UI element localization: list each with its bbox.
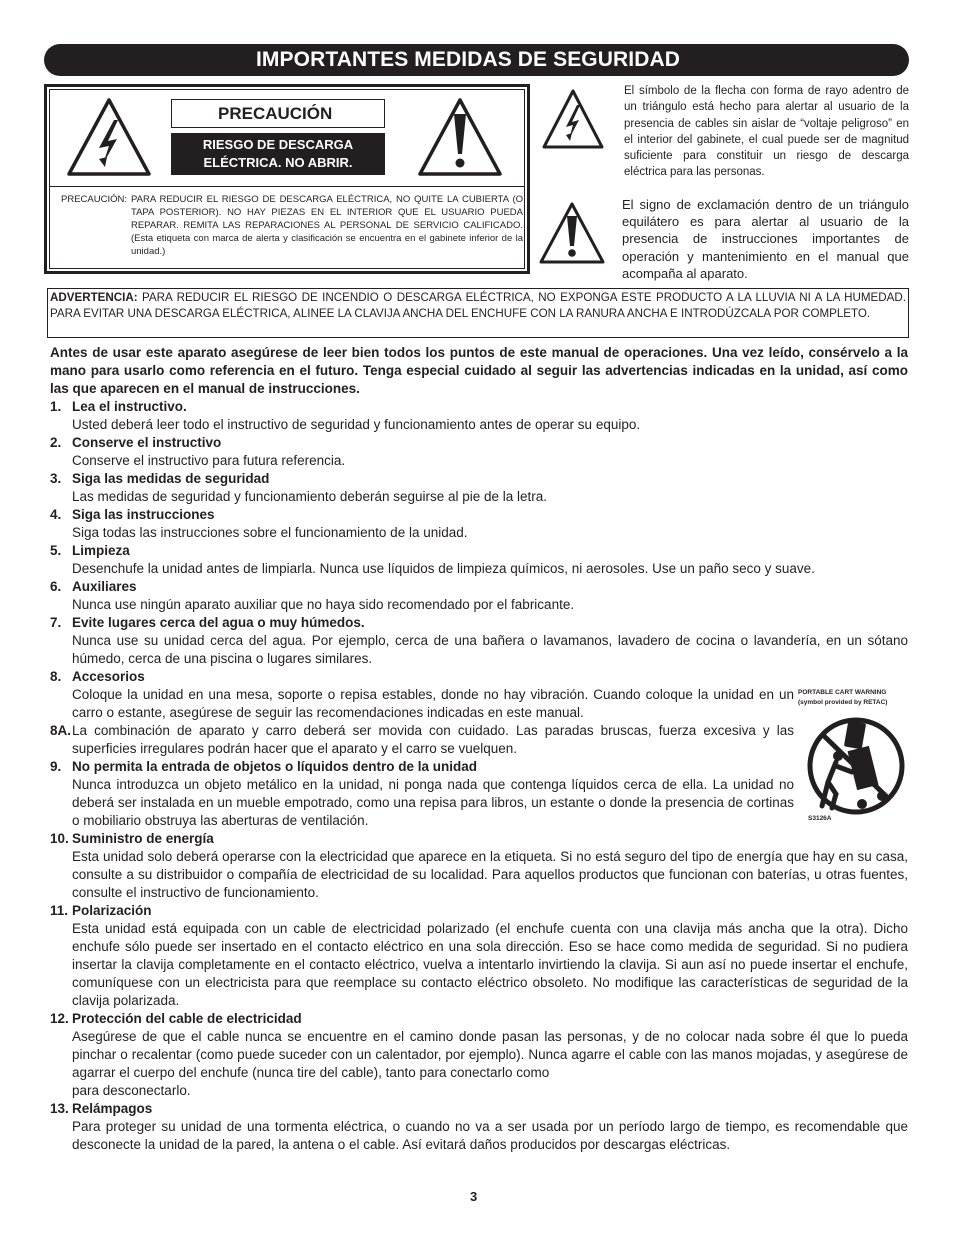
list-item-2 <box>50 434 908 470</box>
list-item-13 <box>50 1100 908 1154</box>
caution-text-lead: PRECAUCIÓN: <box>61 194 127 205</box>
item-body: Las medidas de seguridad y funcionamiento deberán seguirse al pie de la letra. <box>72 489 548 504</box>
lightning-symbol-description: El símbolo de la flecha con forma de rayo adentro de un triángulo está hecho para alertar al usuario de la presencia de cables sin aislar de “voltaje peligroso” en el interior del gabinete, el cual puede ser de magnitud suficiente para constituir un riesgo de descarga eléctrica para las personas. <box>624 85 909 179</box>
list-item-10 <box>50 830 908 902</box>
page-title: IMPORTANTES MEDIDAS DE SEGURIDAD <box>44 44 909 76</box>
item-body: Conserve el instructivo para futura referencia. <box>72 453 346 468</box>
item-number: 2. <box>50 435 62 450</box>
item-number: 3. <box>50 471 62 486</box>
item-number: 4. <box>50 507 62 522</box>
item-body: Asegúrese de que el cable nunca se encuentre en el camino donde pasan las personas, y de no colocar nada sobre él que lo pueda pinchar o recalentar (como puede suceder con un calentador, por ejemplo). Nunca agarre el cable con las manos mojadas, y asegúrese de agarrar el cuerpo del enchufe (nunca tire del cable), tanto para conectarlo como <box>72 1029 908 1080</box>
cart-warning-title: PORTABLE CART WARNING <box>798 689 887 696</box>
item-number: 1. <box>50 399 62 414</box>
cart-warning-subtitle: (symbol provided by RETAC) <box>798 699 888 706</box>
item-body: Nunca use ningún aparato auxiliar que no haya sido recomendado por el fabricante. <box>72 597 575 612</box>
list-item-12 <box>50 1010 908 1100</box>
item-title: Polarización <box>72 903 152 918</box>
item-body: Siga todas las instrucciones sobre el funcionamiento de la unidad. <box>72 525 468 540</box>
list-item-1 <box>50 398 908 434</box>
item-body: Nunca use su unidad cerca del agua. Por ejemplo, cerca de una bañera o lavamanos, lavadero de cocina o lavandería, en un sótano húmedo, cerca de una piscina o lugares similares. <box>72 633 908 666</box>
item-number: 9. <box>50 759 62 774</box>
item-title: No permita la entrada de objetos o líquidos dentro de la unidad <box>72 759 478 774</box>
list-item-9 <box>50 758 908 830</box>
item-title: Lea el instructivo. <box>72 399 187 414</box>
item-number: 8. <box>50 669 62 684</box>
item-number: 5. <box>50 543 62 558</box>
item-body: Coloque la unidad en una mesa, soporte o repisa estables, donde no hay vibración. Cuando coloque la unidad en un carro o estante, asegúrese de seguir las recomendaciones indicadas en este manual. <box>72 687 794 720</box>
shock-risk-line-1: RIESGO DE DESCARGA <box>202 137 354 152</box>
item-number: 12. <box>50 1011 69 1026</box>
item-title: Accesorios <box>72 669 145 684</box>
item-title: Limpieza <box>72 543 130 558</box>
item-title: Conserve el instructivo <box>72 435 222 450</box>
item-title: Evite lugares cerca del agua o muy húmedos. <box>72 615 365 630</box>
warning-body: PARA REDUCIR EL RIESGO DE INCENDIO O DESCARGA ELÉCTRICA, NO EXPONGA ESTE PRODUCTO A LA LLUVIA NI A LA HUMEDAD. PARA EVITAR UNA DESCARGA ELÉCTRICA, ALINEE LA CLAVIJA ANCHA DEL ENCHUFE CON LA RANURA ANCHA E INTRODÚZCALA POR COMPLETO. <box>50 291 906 320</box>
warning-box <box>47 288 909 338</box>
item-body: La combinación de aparato y carro deberá ser movida con cuidado. Las paradas bruscas, fuerza excesiva y las superficies irregulares podrán hacer que el aparato y el carro se vuelquen. <box>72 723 794 756</box>
item-number: 10. <box>50 831 69 846</box>
item-number: 8A. <box>50 723 72 738</box>
cart-warning-code: S3126A <box>808 815 832 822</box>
shock-risk-line-2: ELÉCTRICA. NO ABRIR. <box>203 155 353 170</box>
item-number: 7. <box>50 615 62 630</box>
caution-inner-frame <box>49 89 525 269</box>
item-title: Suministro de energía <box>72 831 214 846</box>
list-item-8 <box>50 668 908 722</box>
item-title: Siga las instrucciones <box>72 507 215 522</box>
caution-divider <box>50 186 524 187</box>
item-title: Relámpagos <box>72 1101 153 1116</box>
item-body: Desenchufe la unidad antes de limpiarla. Nunca use líquidos de limpieza químicos, ni aerosoles. Use un paño seco y suave. <box>72 561 815 576</box>
item-number: 11. <box>50 903 69 918</box>
item-body: Nunca introduzca un objeto metálico en la unidad, ni ponga nada que contenga líquidos cerca de ella. La unidad no deberá ser instalada en un mueble empotrado, como una repisa para libros, un estante o donde la presencia de cortinas o mobiliario obstruya las aberturas de ventilación. <box>72 777 794 828</box>
portable-cart-warning <box>798 688 910 823</box>
item-number: 13. <box>50 1101 69 1116</box>
lightning-triangle-icon <box>65 96 153 178</box>
exclamation-symbol-icon <box>537 200 607 266</box>
list-item-3 <box>50 470 908 506</box>
caution-text-body: PARA REDUCIR EL RIESGO DE DESCARGA ELÉCTRICA, NO QUITE LA CUBIERTA (O TAPA POSTERIOR). NO HAY PIEZAS EN EL INTERIOR QUE EL USUARIO PUEDA REPARAR. REMITA LAS REPARACIONES AL PERSONAL DE SERVICIO CALIFICADO. (Esta etiqueta con marca de alerta y clasificación se encuentra en el gabinete inferior de la unidad.) <box>130 194 523 257</box>
item-body-continued: para desconectarlo. <box>72 1083 191 1098</box>
list-item-11 <box>50 902 908 1010</box>
caution-label-box <box>44 84 530 274</box>
item-body: Esta unidad está equipada con un cable de electricidad polarizado (el enchufe cuenta con una clavija más ancha que la otra). Dicho enchufe sólo puede ser insertado en el contacto eléctrico en una sola dirección. Eso se hace como medida de seguridad. Si no pudiera insertar la clavija completamente en el contacto eléctrico, vuelva a intentarlo invirtiendo la clavija. Si aun así no puede insertar el enchufe, comuníquese con un electricista para que reemplace su contacto eléctrico obsoleto. No modifique las características de seguridad de la clavija polarizada. <box>72 921 908 1008</box>
caution-title: PRECAUCIÓN <box>171 99 385 128</box>
list-item-7 <box>50 614 908 668</box>
list-item-5 <box>50 542 908 578</box>
exclamation-triangle-icon <box>416 96 504 178</box>
item-title: Auxiliares <box>72 579 137 594</box>
item-body: Esta unidad solo deberá operarse con la electricidad que aparece en la etiqueta. Si no está seguro del tipo de energía que hay en su casa, consulte a su distribuidor o compañía de electricidad de su localidad. Para aquellos productos que funcionan con baterías, u otras fuentes, consulte el instructivo de funcionamiento. <box>72 849 908 900</box>
item-body: Para proteger su unidad de una tormenta eléctrica, o cuando no va a ser usada por un período largo de tiempo, es recomendable que desconecte la unidad de la pared, la antena o el cable. Así evitará daños producidos por descargas eléctricas. <box>72 1119 908 1152</box>
exclamation-symbol-description: El signo de exclamación dentro de un triángulo equilátero es para alertar al usuario de la presencia de instrucciones importantes de operación y mantenimiento en el manual que acompaña al aparato. <box>622 197 909 281</box>
lightning-symbol-icon <box>540 87 606 151</box>
item-body: Usted deberá leer todo el instructivo de seguridad y funcionamiento antes de operar su equipo. <box>72 417 641 432</box>
safety-instructions <box>50 344 908 1154</box>
intro-paragraph: Antes de usar este aparato asegúrese de leer bien todos los puntos de este manual de operaciones. Una vez leído, consérvelo a la mano para usarlo como referencia en el futuro. Tenga especial cuidado al seguir las advertencias indicadas en la unidad, así como las que aparecen en el manual de instrucciones. <box>50 345 908 396</box>
item-number: 6. <box>50 579 62 594</box>
list-item-8a <box>50 722 908 758</box>
caution-text <box>61 193 523 258</box>
page-number: 3 <box>470 1189 478 1204</box>
item-title: Protección del cable de electricidad <box>72 1011 302 1026</box>
list-item-6 <box>50 578 908 614</box>
item-title: Siga las medidas de seguridad <box>72 471 270 486</box>
cart-tipover-icon <box>798 710 906 818</box>
warning-lead: ADVERTENCIA: <box>50 291 138 304</box>
list-item-4 <box>50 506 908 542</box>
shock-risk-label <box>171 133 385 175</box>
